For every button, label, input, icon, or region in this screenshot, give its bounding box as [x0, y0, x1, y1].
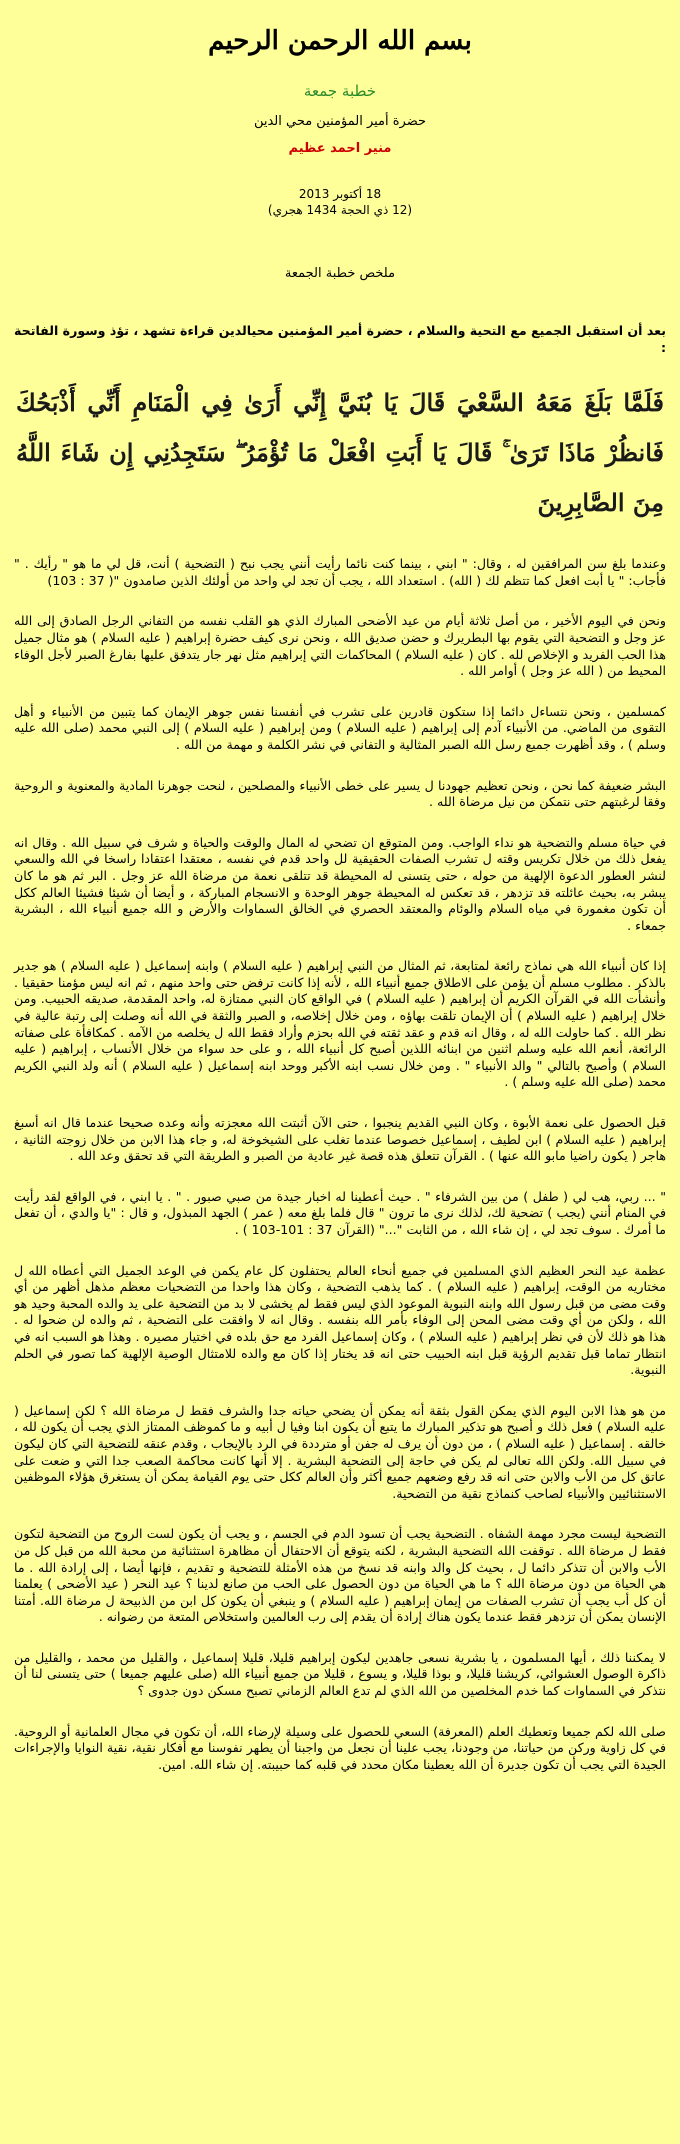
author-name: منير احمد عظيم — [288, 141, 392, 156]
presence-line: حضرة أمير المؤمنين محي الدين — [253, 114, 427, 129]
khutba-page — [10, 0, 670, 1773]
date-hijri: (12 ذي الحجة 1434 هجري) — [267, 203, 413, 217]
paragraph-8: " ... ربي، هب لي ( طفل ) من بين الشرفاء " . حيث أعطينا له اخبار جيدة من صبي صبور . " . يا ابني ، في الواقع لقد رأيت في المنام أنني (يجب ) تضحية لك، لذلك نرى ما ترون " قال فلما بلغ معه ( عمر ) الجهد المبذول، و قال : "يا والدي ، أن تفعل ما أمرك . سوف تجد لي ، إن شاء الله ، من الثابت "..." (القرآن 37 : 101-103 ) . — [14, 1188, 666, 1237]
basmala-heading: بسم الله الرحمن الرحيم — [208, 26, 472, 56]
paragraph-1: وعندما بلغ سن المرافقين له ، وقال: " ابني ، بينما كنت نائما رأيت أنني يجب نبح ( التضحية ) أنت، قل لي ما هو " رأيك . " فأجاب: " يا أبت افعل كما تتظم لك ( الله) . استعداد الله ، يجب أن تجد لي واحد من أولئك الذين صامدون "( 37 : 103) — [14, 556, 666, 588]
paragraph-2: ونحن في اليوم الأخير ، من أصل ثلاثة أيام من عيد الأضحى المبارك الذي هو القلب نفسه من التفاني الرجل الصادق إلى الله عز وجل و التضحية التي يقوم بها البطريرك و حضن صديق الله ، ونحن نرى كيف حضرة إبراهيم ( عليه السلام ) هو مثال جميل هذا الحب الفريد و الإخلاص لله . كان ( عليه السلام ) المحاكمات التي إبراهيم مثل نهر جار يتدفق عليها بفارغ الصبر لأجل الوفاء المحيط من ( الله عز وجل ) أوامر الله . — [13, 613, 666, 679]
summary-title: ملخص خطبة الجمعة — [284, 266, 396, 281]
intro-paragraph: بعد أن استقبل الجميع مع التحية والسلام ، حضرة أمير المؤمنين محيالدين قراءة تشهد ، تؤذ وسورة الفاتحة : — [14, 323, 666, 355]
paragraph-6: إذا كان أنبياء الله هي نماذج رائعة لمتابعة، ثم المثال من النبي إبراهيم ( عليه السلام ) وابنه إسماعيل ( عليه السلام ) هو جدير بالذكر . مطلوب مسلم أن يؤمن على الاطلاق جميع أنبياء الله ، لأنه إذا كانت ترفض حتى واحد منهم ، ثم انه ليس مؤمنا حقيقيا . وأنشأت الله في القرآن الكريم أن إبراهيم ( عليه السلام ) في الواقع كان النبي ممتازة له، واحد المقدمة، صديقه الحبيب. ومن خلال إبراهيم ( عليه السلام ) أن الإيمان تلقت بهاؤه ، ومن خلال إخلاصه، و الصبر والثقة في الله أنه وصلت إلى رتبة عالية في نظر الله . كما حاولت الله له ، وقال انه قدم و عقد ثقته في الله بحزم وأراد فقط الله ل يخلصه من الآمه . كمكافأة على صفاته الرائعة، أنعم الله عليه وسلم اثنين من ابنائه اللذين أصبح كل أنبياء الله ، و على حد سواء من خلال الأنساب ، إبراهيم ( عليه السلام ) وأصبح بالتالي " والد الأنبياء " . ومن خلال نسب ابنه الأكبر ووحد ابنه إسماعيل ( عليه السلام ) أنه ولد النبي الكريم محمد (صلى الله عليه وسلم ) . — [14, 958, 666, 1090]
khutba-type-title: خطبة جمعة — [303, 82, 377, 100]
paragraph-9: عظمة عيد النحر العظيم الذي المسلمين في جميع أنحاء العالم يحتفلون كل عام يكمن في الوعد الجميل التي أعطاه الله ل مختاريه من الوقت، إبراهيم ( عليه السلام ) . كما يذهب التضحية ، وكان هذا واحدا من التضحيات معظم مذهل أظهر من أي وقت مضى من قبل رسول الله وابنه النبوية الموعود الذي ليس فقط لم يخشى لا بد من التضحية على يد والده المحبة وحيد هو الله ، ولكن من أي وقت مضى المحن إلى الوفاء بأمر الله بنفسه . وقال انه لا وافقت على التضحية ، ثم والده لن ضحوا له . هذا هو ذلك لأن في نظر إبراهيم ( عليه السلام ) ، وكان إسماعيل الفرد مع حق بلده في اختيار مصيره . وهذا هو السبب انه في انتظار تماما قبل تقديم الرؤية قبل ابنه الحبيب حتى انه قد يختار إذا كان مع والده للامتثال الوصية الإلهية كما تصور في الحلم النبوية. — [14, 1262, 666, 1378]
date-gregorian: 18 أكتوبر 2013 — [298, 187, 382, 201]
paragraph-10: من هو هذا الابن اليوم الذي يمكن القول بثقة أنه يمكن أن يضحي حياته جدا والشرف فقط ل مرضاة الله ؟ لكن إسماعيل ( عليه السلام ) فعل ذلك و أصبح هو تذكير المبارك ما يتبع أن يكون ابنا وفيا ل أبيه و ما كموظف الممتاز الذي يجب أن يكون لله ، خالقه . إسماعيل ( عليه السلام ) ، من دون أن يرف له جفن أو مترددة في الرد بالإيجاب ، وقدم عنقه للتضحية التي كان ليكون في سبيل الله. ولكن الله تعالى لم يكن في حاجة إلى التضحية البشرية . إلا أنها كانت محاكمة الصعب جدا التي و ضعت على عاتق كل من الأب والابن حتى انه قد رفع وضعهم جميع أكثر وأن العالم ككل حتى يوم القيامة يمكن أن يستغرق هؤلاء الموظفين الاستثنائيين والأنبياء لصاحب كنماذج نقية من التضحية. — [14, 1402, 666, 1501]
quran-verse: فَلَمَّا بَلَغَ مَعَهُ السَّعْيَ قَالَ يَا بُنَيَّ إِنِّي أَرَىٰ فِي الْمَنَامِ أَنِّي أَذْبَحُكَ فَانظُرْ مَاذَا تَرَىٰ ۚ قَالَ يَا أَبَتِ افْعَلْ مَا تُؤْمَرُ ۖ سَتَجِدُنِي إِن شَاءَ اللَّهُ مِنَ الصَّابِرِينَ — [16, 388, 664, 518]
paragraph-13: صلى الله لكم جميعا وتعطيك العلم (المعرفة) السعي للحصول على وسيلة لإرضاء الله، أن تكون في مجال العلمانية أو الروحية. في كل زاوية وركن من حياتنا، من وجودنا، يجب علينا أن نجعل من واجبنا أن يطهر نفوسنا مع أفكار نقية، نقية النوايا والإجراءات الجيدة التي يجب أن تكون جديرة أن الله يعطينا مكان محدد في قلبه كما حبيبته. إن شاء الله. امين. — [14, 1723, 666, 1772]
paragraph-12: لا يمكننا ذلك ، أيها المسلمون ، يا بشرية نسعى جاهدين ليكون إبراهيم قليلا، قليلا إسماعيل ، والقليل من محمد ، والقليل من ذاكرة الوصول العشوائي، كريشنا قليلا، و بوذا قليلا، و يسوع ، قليلا من جميع أنبياء الله (صلى عليهم جميعا ) حتى يتسنى لنا أن نتذكر في السماوات كما خدم المخلصين من الله الذي لم تدع العالم الزماني تصبح مسكن دون جدوى ؟ — [14, 1649, 666, 1699]
paragraph-5: في حياة مسلم والتضحية هو نداء الواجب. ومن المتوقع ان تضحي له المال والوقت والحياة و شرف في سبيل الله . وقال انه يفعل ذلك من خلال تكريس وقته ل تشرب الصفات الحقيقية لل واحد قدم في نفسه ، معتقدا اعتقادا راسخا في الله والسعي لنشر العطور الدعوة الإلهية من حوله ، حتى يتسنى له المحيطة قد تتلقى نعمة من مرضاة الله عز وجل . البر ثم هو ما كان يبشر به، بحيث عائلته قد تزدهر ، قد تعكس له المحيطة جوهر الوحدة و الانسجام المباركة ، و أيضا أن شيئا فشيئا العالم ككل أن تكون مغمورة في مياه السلام والوئام والمعتقد الحصري في الخالق السماوات والأرض و الله جميع أنبياء الله ، البشرية جمعاء . — [14, 834, 666, 933]
paragraph-4: البشر ضعيفة كما نحن ، ونحن تعظيم جهودنا ل يسير على خطى الأنبياء والمصلحين ، لنحت جوهرنا المادية والمعنوية و الروحية وفقا لرغبتهم حتى نتمكن من نيل مرضاة الله . — [14, 777, 666, 810]
paragraph-3: كمسلمين ، ونحن نتساءل دائما إذا ستكون قادرين على تشرب في أنفسنا نفس جوهر الإيمان كما يتبين من الأنبياء و أهل التقوى من الماضي. من الأنبياء آدم إلى إبراهيم ( عليه السلام ) ومن إبراهيم ( عليه السلام ) إلى النبي محمد (صلى الله عليه وسلم ) ، وقد أظهرت جميع رسل الله الصبر المثالية و التفاني في نشر الكلمة و مهمة من الله . — [14, 703, 666, 752]
paragraph-7: قبل الحصول على نعمة الأبوة ، وكان النبي القديم ينجبوا ، حتى الآن أثبتت الله معجزته وأنه وعده صحيحا عندما قال انه أسبغ إبراهيم ( عليه السلام ) ابن لطيف ، إسماعيل خصوصا عندما تغلب على الشيخوخة له، و جاء هذا الابن من خلال زوجته الثانية ، هاجر ( يكون راضيا مابو الله عنها ) . القرآن تتعلق هذه قصة غير عادية من الصبر و الطريقة التي قد تحقق وعد الله . — [14, 1115, 666, 1164]
paragraph-11: التضحية ليست مجرد مهمة الشفاه . التضحية يجب أن تسود الدم في الجسم ، و يجب أن يكون لست الروح من التضحية لتكون فقط ل مرضاة الله . توقفت الله التضحية البشرية ، لكنه يتوقع أن الاحتفال أن مظاهرة استثنائية من محبة الله من قبل كل من الأب والابن أن تتذكر دائما ل ، بحيث كل والد وابنه قد نسخ من هذه الأمثلة للتضحية و تقديم ، فإنها أيضا ، إلى إرادة الله . ما هي الحياة من دون مرضاة الله ؟ ما هي الحياة من دون الحصول على الحب من صانع لدينا ؟ عيد النحر ( عيد الأضحى ) يعلمنا أن كل أب يجب أن تشرب الصفات من إيمان إبراهيم ( عليه السلام ) و ينبغي أن يكون كل ابن من الذبيحة ل مرضاة الله. أمتنا الإنسان يمكن أن تزدهر فقط عندما يكون هناك إرادة أن يقدم إلى رب العالمين واستخلاص المتعة من رضوانه . — [14, 1526, 666, 1625]
